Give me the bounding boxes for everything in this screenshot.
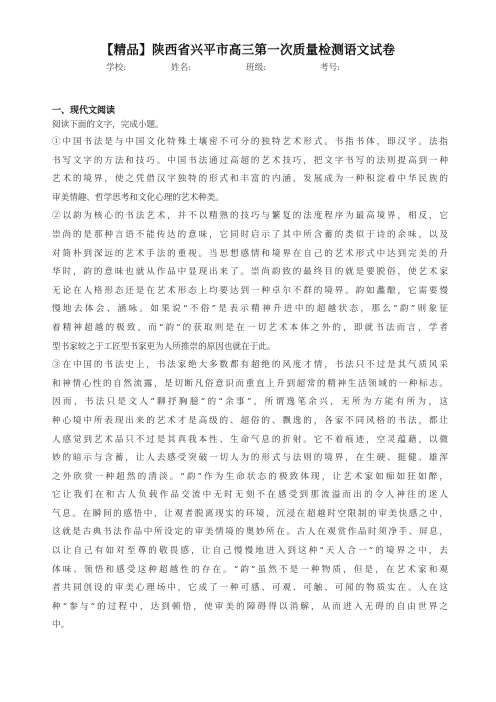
passage-line: 这就是古典书法作品中所设定的审美情境的奥妙所在。古人在观赏作品时须净手、屏息， [52,527,448,538]
passage-line: ③在中国的书法史上，书法家绝大多数都有超绝的风度才情，书法只不过是其气质风采 [52,360,448,371]
passage-line: 妙的暗示与含蓄，让人去感受突破一切人为的形式与法则的境界，在生硬、挺健、雄浑 [52,453,448,464]
passage-line: 因而，书法只是文人“聊抒胸臆”的“余事”，所谓逸笔余兴，无所为方能有所为，这 [52,397,448,408]
name-field-label: 姓名: [171,63,192,73]
passage-line: 审美情趣、哲学思考和文化心理的艺术种类。 [52,192,224,203]
student-info-fields [0,61,496,75]
reading-passage [52,133,448,635]
passage-line: 无论在人格形态还是在艺术形态上均要达到一种卓尔不群的境界。韵如蠡酿，它需要慢 [52,285,448,296]
passage-line: 型书家较之于工匠型书家更为人所推崇的原因也就在于此。 [52,341,276,352]
passage-line: 对简朴到深远的艺术手法的重视。当思想感情和境界在自己的艺术形式中达到完美的升 [52,248,448,259]
exam-title: 【精品】陕西省兴平市高三第一次质量检测语文试卷 [100,42,396,57]
passage-line: 华时，韵的意味也就从作品中显现出来了。崇尚韵致的最终目的就是要脱俗，使艺术家 [52,267,448,278]
section-heading: 一、现代文阅读 [52,106,116,116]
passage-line: ②以韵为核心的书法艺术，并不以精熟的技巧与繁复的法度程序为最高境界，相反，它 [52,211,448,222]
passage-line: 种心境中所表现出来的艺术才是高级的、超俗的、飘逸的，各家不同风格的书法，都让 [52,415,448,426]
passage-line: 种“参与”的过程中，达到顿悟，使审美的障碍得以消解，从而进入无碍的自由世界之 [52,601,448,612]
passage-line: 体味、领悟和感受这种超越性的存在。“韵”虽然不是一种物质，但是，在艺术家和观 [52,564,448,575]
passage-line: 艺术的境界，使之凭借汉字独特的形式和丰富的内涵，发展成为一种积淀着中华民族的 [52,174,448,185]
passage-line: 者共同创设的审美心理场中，它成了一种可感、可观、可触、可闻的物质实在。人在这 [52,583,448,594]
passage-line: 崇尚的是那种言语不能传达的意味，它同时启示了其中所含蓄的类似于诗的余味，以及 [52,229,448,240]
passage-line: 着精神超越的极致，而“韵”的获取则是在一切艺术本体之外的，即就书法而言，学者 [52,322,448,333]
passage-line: 中。 [52,620,70,631]
passage-line: 书写文字的方法和技巧。中国书法通过高超的艺术技巧，把文字书写的法则提高到一种 [52,155,448,166]
passage-line: 慢地去体会、涵咏。如果说“不俗”是表示精神升进中的超越状态，那么“韵”则象征 [52,304,448,315]
passage-line: ①中国书法是与中国文化特殊土壤密不可分的独特艺术形式。书指书体，即汉字。法指 [52,137,448,147]
class-field-label: 班级: [246,63,267,73]
section-instruction: 阅读下面的文字，完成小题。 [52,120,164,130]
school-field-label: 学校: [106,63,127,73]
passage-line: 和神情心性的自然流露，是切断凡俗意识而重直上升到超常的精神生活领域的一种标志。 [52,378,448,389]
passage-line: 之外欣赏一种超然的清淡。“韵”作为生命状态的极致体现，让艺术家如痴如狂如醉， [52,471,448,482]
passage-line: 以让自己有如对至尊的敬畏感，让自己慢慢地进入到这种“天人合一”的境界之中，去 [52,546,448,557]
passage-line: 气息。在瞬间的感悟中，让观者脱离现实的环境，沉浸在超越时空限制的审美快感之中， [52,508,448,519]
passage-line: 它让我们在和古人负载作品交流中无时无刻不在感受到那流溢而出的令人神往的迷人 [52,490,448,501]
passage-line: 人感觉到艺术品只不过是其真我本性、生命气息的折射。它不着痕迹，空灵蕴藉，以微 [52,434,448,445]
exam-number-field-label: 考号: [320,63,341,73]
